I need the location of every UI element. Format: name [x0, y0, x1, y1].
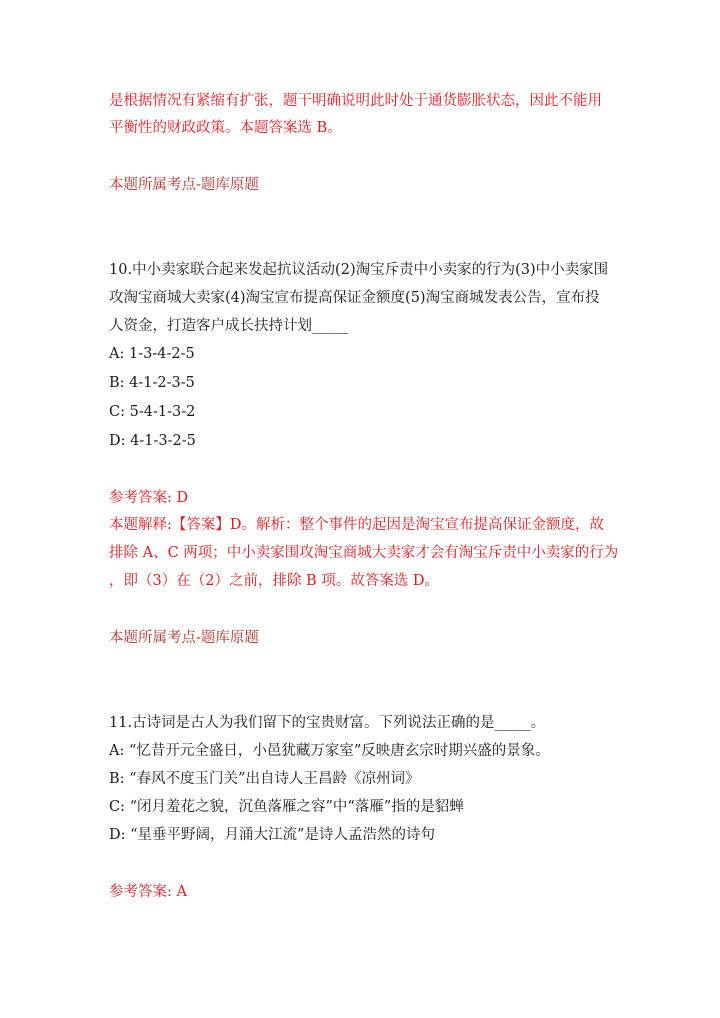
q10-explanation-line-1: 本题解释:【答案】D。解析：整个事件的起因是淘宝宣布提高保证金额度，故 — [109, 517, 605, 533]
q10-stem-line-1: 10.中小卖家联合起来发起抗议活动(2)淘宝斥责中小卖家的行为(3)中小卖家围 — [109, 262, 609, 278]
prev-explanation-line-2: 平衡性的财政政策。本题答案选 B。 — [109, 120, 342, 136]
prev-source-label: 本题所属考点-题库原题 — [109, 177, 259, 193]
q10-answer: 参考答案: D — [109, 490, 189, 506]
q10-option-a: A: 1-3-4-2-5 — [109, 346, 195, 362]
q10-option-b: B: 4-1-2-3-5 — [109, 375, 195, 391]
q10-option-c: C: 5-4-1-3-2 — [109, 404, 196, 420]
q11-option-a: A: “忆昔开元全盛日，小邑犹藏万家室”反映唐玄宗时期兴盛的景象。 — [109, 743, 550, 759]
q10-stem-line-2: 攻淘宝商城大卖家(4)淘宝宣布提高保证金额度(5)淘宝商城发表公告，宣布投 — [109, 290, 600, 306]
q10-explanation-line-2: 排除 A、C 两项；中小卖家围攻淘宝商城大卖家才会有淘宝斥责中小卖家的行为 — [109, 545, 619, 561]
q11-option-d: D: “星垂平野阔，月涌大江流”是诗人孟浩然的诗句 — [109, 827, 435, 843]
q11-option-c: C: “闭月羞花之貌，沉鱼落雁之容”中“落雁”指的是貂蝉 — [109, 799, 464, 815]
q11-stem: 11.古诗词是古人为我们留下的宝贵财富。下列说法正确的是_____。 — [109, 715, 546, 731]
q10-stem-line-3: 人资金，打造客户成长扶持计划_____ — [109, 318, 349, 334]
q11-option-b: B: “春风不度玉门关”出自诗人王昌龄《凉州词》 — [109, 771, 420, 787]
q10-option-d: D: 4-1-3-2-5 — [109, 433, 196, 449]
q10-explanation-line-3: ，即（3）在（2）之前，排除 B 项。故答案选 D。 — [109, 573, 440, 589]
q11-answer: 参考答案: A — [109, 884, 187, 900]
prev-explanation-line-1: 是根据情况有紧缩有扩张，题干明确说明此时处于通货膨胀状态，因此不能用 — [109, 93, 602, 109]
q10-source-label: 本题所属考点-题库原题 — [109, 630, 259, 646]
